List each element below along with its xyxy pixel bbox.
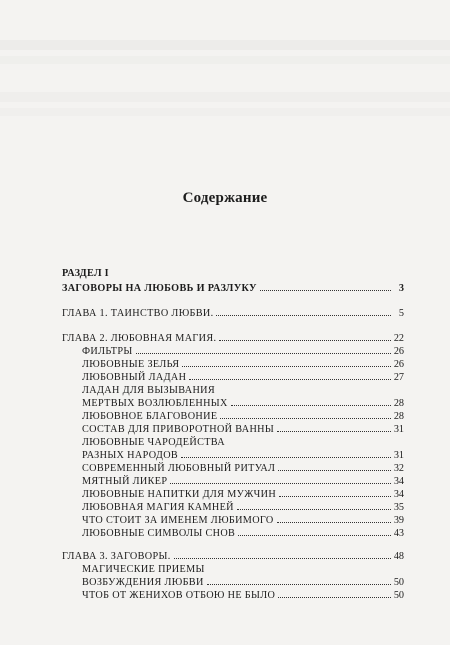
entry-text: ЛЮБОВНАЯ МАГИЯ КАМНЕЙ <box>82 502 234 513</box>
page-number: 39 <box>393 515 404 526</box>
leader-dots <box>136 352 391 354</box>
entry-text: МЯТНЫЙ ЛИКЕР <box>82 476 168 487</box>
toc-entry-chapter-3[interactable] <box>62 549 404 562</box>
leader-dots <box>181 456 391 458</box>
leader-dots <box>260 289 391 291</box>
entry-text: ЛЮБОВНЫЙ ЛАДАН <box>82 372 187 383</box>
leader-dots <box>216 314 391 316</box>
section-label: РАЗДЕЛ I <box>62 268 109 279</box>
entry-text: ЛЮБОВНЫЕ НАПИТКИ ДЛЯ МУЖЧИН <box>82 489 277 500</box>
leader-dots <box>182 365 390 367</box>
toc-entry-section[interactable] <box>62 281 404 294</box>
toc-entry[interactable] <box>62 422 404 435</box>
toc-entry[interactable] <box>62 487 404 500</box>
page-number: 48 <box>393 551 404 562</box>
entry-text: ГЛАВА 1. ТАИНСТВО ЛЮБВИ. <box>62 308 214 319</box>
page-number: 34 <box>393 476 404 487</box>
page-number: 28 <box>393 411 404 422</box>
entry-text: ЛЮБОВНОЕ БЛАГОВОНИЕ <box>82 411 218 422</box>
page-number: 34 <box>393 489 404 500</box>
toc-entry[interactable] <box>62 370 404 383</box>
leader-dots <box>219 339 390 341</box>
toc-entry[interactable] <box>62 409 404 422</box>
toc-entry-line1: МАГИЧЕСКИЕ ПРИЕМЫ <box>82 564 205 575</box>
toc-entry-line1: ЛАДАН ДЛЯ ВЫЗЫВАНИЯ <box>82 385 216 396</box>
page-number: 3 <box>398 283 404 294</box>
page-number: 28 <box>393 398 404 409</box>
leader-dots <box>277 521 391 523</box>
page-title: Содержание <box>182 190 268 206</box>
page-number: 32 <box>393 463 404 474</box>
page-number: 27 <box>393 372 404 383</box>
toc-entry[interactable] <box>62 357 404 370</box>
page-number: 31 <box>393 424 404 435</box>
leader-dots <box>207 583 391 585</box>
toc-entry[interactable] <box>62 588 404 601</box>
toc-entry[interactable] <box>62 474 404 487</box>
entry-text: СОСТАВ ДЛЯ ПРИВОРОТНОЙ ВАННЫ <box>82 424 275 435</box>
leader-dots <box>279 495 391 497</box>
page-number: 5 <box>398 308 404 319</box>
page-number: 26 <box>393 359 404 370</box>
toc-entry-line1: ЛЮБОВНЫЕ ЧАРОДЕЙСТВА <box>82 437 225 448</box>
entry-text: СОВРЕМЕННЫЙ ЛЮБОВНЫЙ РИТУАЛ <box>82 463 276 474</box>
table-of-contents <box>62 269 404 601</box>
leader-dots <box>238 534 391 536</box>
leader-dots <box>170 482 390 484</box>
page-number: 43 <box>393 528 404 539</box>
leader-dots <box>189 378 391 380</box>
entry-text: ЧТОБ ОТ ЖЕНИХОВ ОТБОЮ НЕ БЫЛО <box>82 590 276 601</box>
leader-dots <box>174 557 391 559</box>
toc-entry[interactable] <box>62 513 404 526</box>
page-number: 50 <box>393 590 404 601</box>
leader-dots <box>277 430 391 432</box>
entry-text: МЕРТВЫХ ВОЗЛЮБЛЕННЫХ <box>82 398 228 409</box>
page-number: 35 <box>393 502 404 513</box>
toc-entry[interactable] <box>62 526 404 539</box>
entry-text: ЧТО СТОИТ ЗА ИМЕНЕМ ЛЮБИМОГО <box>82 515 274 526</box>
entry-text: ГЛАВА 2. ЛЮБОВНАЯ МАГИЯ. <box>62 333 217 344</box>
toc-entry[interactable] <box>62 575 404 588</box>
toc-entry[interactable] <box>62 344 404 357</box>
entry-text: ГЛАВА 3. ЗАГОВОРЫ. <box>62 551 171 562</box>
leader-dots <box>278 596 391 598</box>
page-number: 31 <box>393 450 404 461</box>
entry-text: ЛЮБОВНЫЕ СИМВОЛЫ СНОВ <box>82 528 236 539</box>
leader-dots <box>237 508 391 510</box>
toc-entry[interactable] <box>62 448 404 461</box>
toc-entry[interactable] <box>62 461 404 474</box>
leader-dots <box>278 469 391 471</box>
page-number: 50 <box>393 577 404 588</box>
entry-text: ЛЮБОВНЫЕ ЗЕЛЬЯ <box>82 359 180 370</box>
leader-dots <box>220 417 390 419</box>
entry-text: ФИЛЬТРЫ <box>82 346 133 357</box>
page-number: 26 <box>393 346 404 357</box>
page-number: 22 <box>393 333 404 344</box>
toc-entry[interactable] <box>62 500 404 513</box>
toc-entry-chapter-1[interactable] <box>62 306 404 319</box>
leader-dots <box>231 404 391 406</box>
toc-entry[interactable] <box>62 396 404 409</box>
entry-text: ЗАГОВОРЫ НА ЛЮБОВЬ И РАЗЛУКУ <box>62 283 257 294</box>
toc-entry-chapter-2[interactable] <box>62 331 404 344</box>
entry-text: РАЗНЫХ НАРОДОВ <box>82 450 179 461</box>
entry-text: ВОЗБУЖДЕНИЯ ЛЮБВИ <box>82 577 204 588</box>
